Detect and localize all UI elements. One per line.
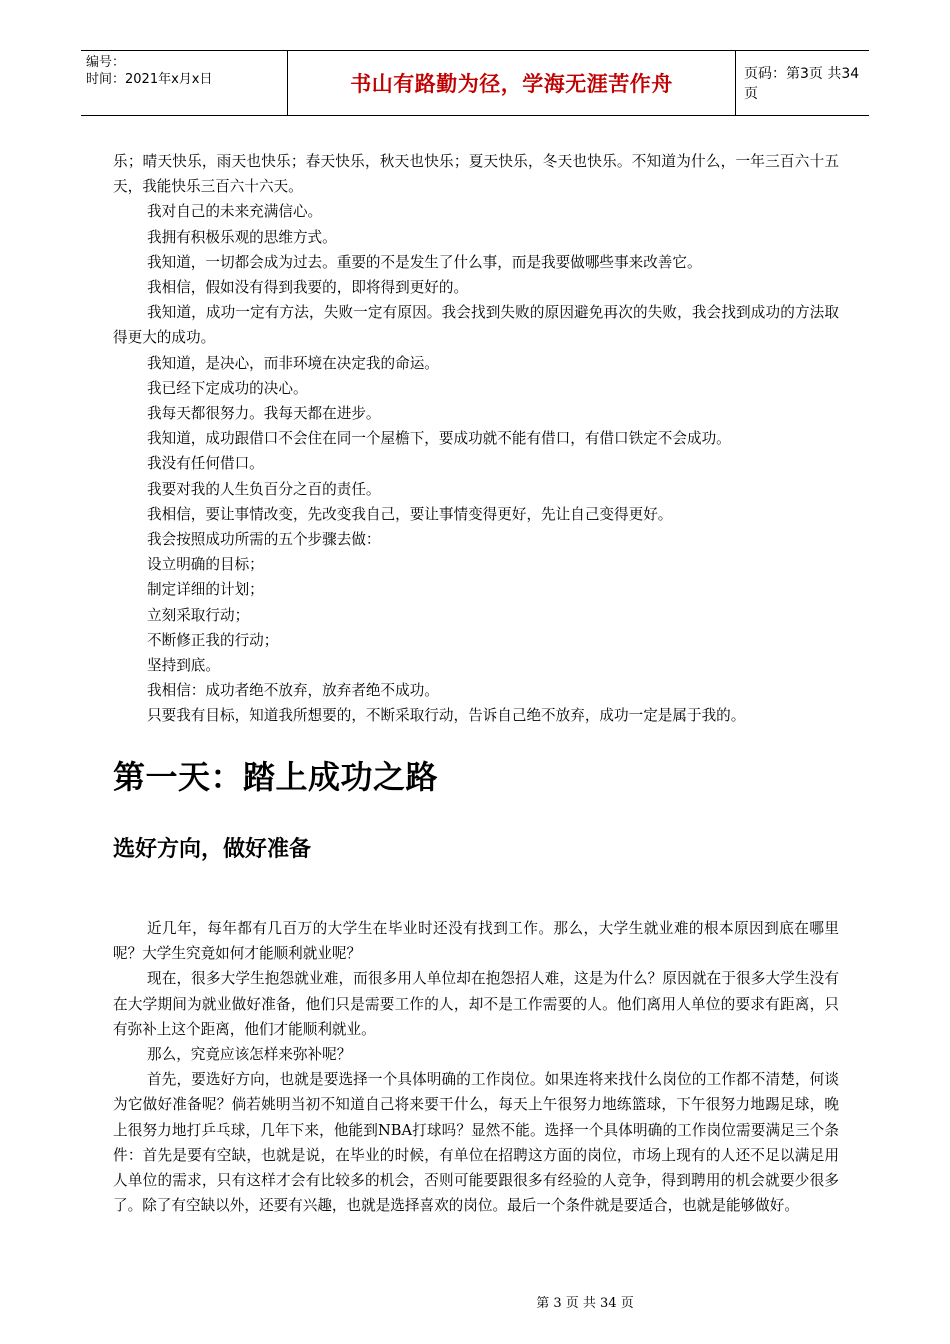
paragraph: 我知道，成功一定有方法，失败一定有原因。我会找到失败的原因避免再次的失败，我会找到成功的方法取得更大的成功。	[113, 304, 839, 347]
paragraph: 制定详细的计划；	[147, 581, 264, 599]
paragraph: 首先，要选好方向，也就是要选择一个具体明确的工作岗位。如果连将来找什么岗位的工作都不清楚，何谈为它做好准备呢？倘若姚明当初不知道自己将来要干什么，每天上午很努力地练篮球，下午很努力地踢足球，晚上很努力地打乒乓球，几年下来，他能到NBA打球吗？显然不能。选择一个具体明确的工作岗位需要满足三个条件：首先是要有空缺，也就是说，在毕业的时候，有单位在招聘这方面的岗位，市场上现有的人还不足以满足用人单位的需求，只有这样才会有比较多的机会，否则可能要跟很多有经验的人竞争，得到聘用的机会就要少很多了。除了有空缺以外，还要有兴趣，也就是选择喜欢的岗位。最后一个条件就是要适合，也就是能够做好。	[113, 1071, 839, 1215]
paragraph: 我没有任何借口。	[147, 455, 264, 473]
paragraph: 我已经下定成功的决心。	[147, 379, 308, 397]
serial-number-label: 编号：	[86, 55, 126, 70]
paragraph: 我要对我的人生负百分之百的责任。	[147, 480, 381, 498]
paragraph: 那么，究竟应该怎样来弥补呢？	[147, 1046, 352, 1064]
section-heading: 选好方向，做好准备	[113, 837, 312, 862]
paragraph: 乐；晴天快乐，雨天也快乐；春天快乐，秋天也快乐；夏天快乐，冬天也快乐。不知道为什么，一年三百六十五天，我能快乐三百六十六天。	[113, 153, 839, 196]
paragraph: 我相信：成功者绝不放弃，放弃者绝不成功。	[147, 682, 439, 700]
header-page-code: 页码：第3页 共34页	[744, 66, 860, 102]
paragraph: 我知道，是决心，而非环境在决定我的命运。	[147, 354, 439, 372]
paragraph: 我对自己的未来充满信心。	[147, 203, 323, 221]
section-body	[113, 916, 839, 1218]
paragraph: 我相信，假如没有得到我要的，即将得到更好的。	[147, 279, 469, 297]
header-motto: 书山有路勤为径，学海无涯苦作舟	[288, 51, 736, 115]
paragraph: 我会按照成功所需的五个步骤去做：	[147, 531, 381, 549]
paragraph: 近几年，每年都有几百万的大学生在毕业时还没有找到工作。那么，大学生就业难的根本原因到底在哪里呢？大学生究竟如何才能顺利就业呢？	[113, 920, 839, 963]
paragraph: 只要我有目标，知道我所想要的，不断采取行动，告诉自己绝不放弃，成功一定是属于我的。	[147, 707, 746, 725]
paragraph: 立刻采取行动；	[147, 606, 250, 624]
paragraph: 我相信，要让事情改变，先改变我自己，要让事情变得更好，先让自己变得更好。	[147, 505, 673, 523]
paragraph: 设立明确的目标；	[147, 556, 264, 574]
paragraph: 不断修正我的行动；	[147, 631, 279, 649]
paragraph: 现在，很多大学生抱怨就业难，而很多用人单位却在抱怨招人难，这是为什么？原因就在于很多大学生没有在大学期间为就业做好准备，他们只是需要工作的人，却不是工作需要的人。他们离用人单位的要求有距离，只有弥补上这个距离，他们才能顺利就业。	[113, 970, 839, 1038]
paragraph: 我知道，一切都会成为过去。重要的不是发生了什么事，而是我要做哪些事来改善它。	[147, 253, 702, 271]
paragraph: 我每天都很努力。我每天都在进步。	[147, 405, 381, 423]
header-meta	[81, 51, 288, 115]
page-footer: 第 3 页 共 34 页	[536, 1296, 634, 1311]
paragraph: 坚持到底。	[147, 657, 220, 675]
paragraph: 我知道，成功跟借口不会住在同一个屋檐下，要成功就不能有借口，有借口铁定不会成功。	[147, 430, 731, 448]
paragraph: 我拥有积极乐观的思维方式。	[147, 228, 337, 246]
time-label: 时间：2021年x月x日	[86, 72, 213, 87]
page-header	[81, 50, 869, 116]
chapter-heading: 第一天：踏上成功之路	[113, 758, 439, 796]
intro-text	[113, 149, 839, 729]
